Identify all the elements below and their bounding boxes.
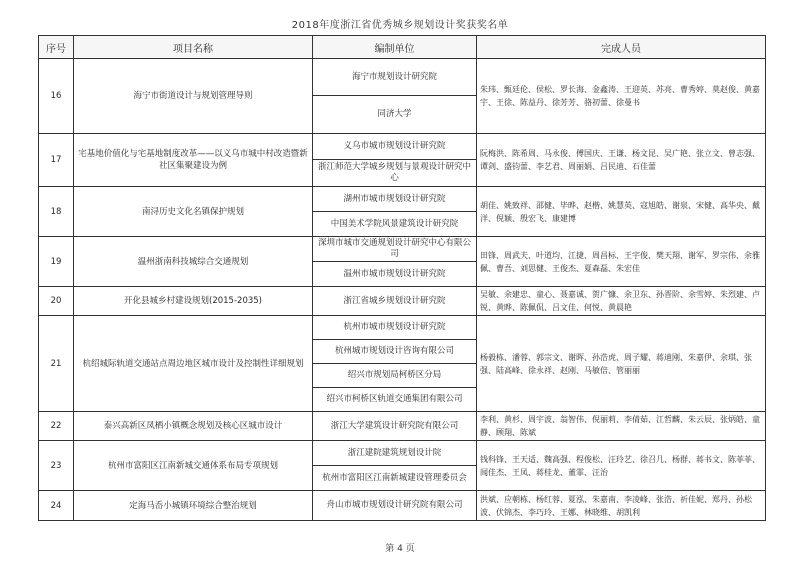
unit-name: 湖州市城市规划设计研究院 [313,187,477,212]
unit-name: 杭州城市规划设计咨询有限公司 [313,340,477,364]
project-name: 宅基地价值化与宅基地制度改革——以义乌市城中村改造暨新社区集聚建设为例 [74,134,313,187]
people-list: 钱科锋、王天适、魏高强、程俊松、汪玲艺、徐召几、杨群、蒋书文、陈菲菲、闻佳杰、王凤、蒋桂龙、董霏、汪治 [477,441,766,491]
header-people: 完成人员 [477,36,766,59]
project-name: 温州浙南科技城综合交通规划 [74,237,313,287]
table-row [39,187,766,212]
project-name: 杭州市富阳区江南新城交通体系布局专项规划 [74,441,313,491]
people-list: 李利、黄杉、周宇波、翁智伟、倪丽莉、李倩茹、江哲麟、朱云辰、张炳皓、童静、顾翔、陈斌 [477,412,766,441]
table-row [39,287,766,316]
row-number: 24 [39,491,74,521]
unit-name: 浙江大学建筑设计研究院有限公司 [313,412,477,441]
table-header-row [39,36,766,59]
project-name: 定海马岙小城镇环境综合整治规划 [74,491,313,521]
unit-name: 义乌市城市规划设计研究院 [313,134,477,160]
row-number: 21 [39,316,74,412]
project-name: 海宁市街道设计与规划管理导则 [74,59,313,134]
table-row [39,59,766,96]
row-number: 20 [39,287,74,316]
unit-name: 温州市城市规划设计研究院 [313,262,477,287]
award-table [38,35,766,521]
unit-name: 绍兴市柯桥区轨道交通集团有限公司 [313,388,477,412]
project-name: 杭绍城际轨道交通站点周边地区城市设计及控制性详细规划 [74,316,313,412]
unit-name: 海宁市规划设计研究院 [313,59,477,96]
unit-name: 舟山市城市规划设计研究院有限公司 [313,491,477,521]
row-number: 17 [39,134,74,187]
row-number: 23 [39,441,74,491]
people-list: 朱玮、甄廷伦、侯松、罗长海、金鑫涛、王迎英、苏亮、曹秀婷、莫赵俊、黄嘉宇、王徐、陈益丹、徐芳芳、骆初蕾、徐曼书 [477,59,766,134]
people-list: 洪斌、应朝栋、杨红蓉、夏泓、朱嘉南、李凌峰、张浩、祈佳妮、郑丹、孙松波、伏锦杰、李巧玲、王娜、林晓维、胡凯利 [477,491,766,521]
table-row [39,316,766,340]
people-list: 胡佳、姚致祥、邵健、毕晔、赵楷、姚慧英、寇旭皓、谢泉、宋健、高华央、戴洋、倪颖、殷宏飞、康建博 [477,187,766,237]
table-row [39,237,766,262]
header-unit: 编制单位 [313,36,477,59]
document-title: 2018年度浙江省优秀城乡规划设计奖获奖名单 [291,20,509,31]
row-number: 19 [39,237,74,287]
header-project: 项目名称 [74,36,313,59]
people-list: 吴敏、余建忠、童心、聂嘉诚、贺广慷、余卫东、孙晋阶、余雪婷、朱烈建、卢锐、黄晔、陈佩侃、吕文佳、何悦、黄晨艳 [477,287,766,316]
people-list: 田锋、周武夫、叶道均、江捷、周昌标、王宇俊、樊天翔、谢军、罗宗伟、余雅佩、曹吾、刘思健、王俊杰、夏森磊、朱宏佳 [477,237,766,287]
project-name: 开化县城乡村建设规划(2015-2035) [74,287,313,316]
header-no: 序号 [39,36,74,59]
people-list: 杨毅栋、潘蓉、郭宗文、谢晖、孙浩虎、周子耀、蒋迪刚、朱嘉伊、余琪、张强、陆高峰、徐永祥、赵刚、马敏倍、管丽丽 [477,316,766,412]
table-row [39,441,766,466]
row-number: 22 [39,412,74,441]
unit-name: 浙江师范大学城乡规划与景观设计研究中心 [313,160,477,187]
page-number: 第 4 页 [385,544,415,554]
project-name: 南浔历史文化名镇保护规划 [74,187,313,237]
people-list: 阮梅洪、陈希周、马永俊、傅国庆、王谦、杨文昆、吴广艳、张立文、曾志强、谭剑、盛钧蕾、李艺君、周丽娟、吕民迪、石佳蕾 [477,134,766,187]
unit-name: 同济大学 [313,96,477,134]
unit-name: 杭州市城市规划设计研究院 [313,316,477,340]
row-number: 16 [39,59,74,134]
unit-name: 绍兴市规划局柯桥区分局 [313,364,477,388]
row-number: 18 [39,187,74,237]
unit-name: 浙江省城乡规划设计研究院 [313,287,477,316]
unit-name: 杭州市富阳区江南新城建设管理委员会 [313,466,477,491]
table-row [39,134,766,160]
table-row [39,412,766,441]
unit-name: 浙江建院建筑规划设计院 [313,441,477,466]
table-row [39,491,766,521]
unit-name: 中国美术学院风景建筑设计研究院 [313,212,477,237]
project-name: 泰兴高新区凤栖小镇概念规划及核心区城市设计 [74,412,313,441]
unit-name: 深圳市城市交通规划设计研究中心有限公司 [313,237,477,262]
